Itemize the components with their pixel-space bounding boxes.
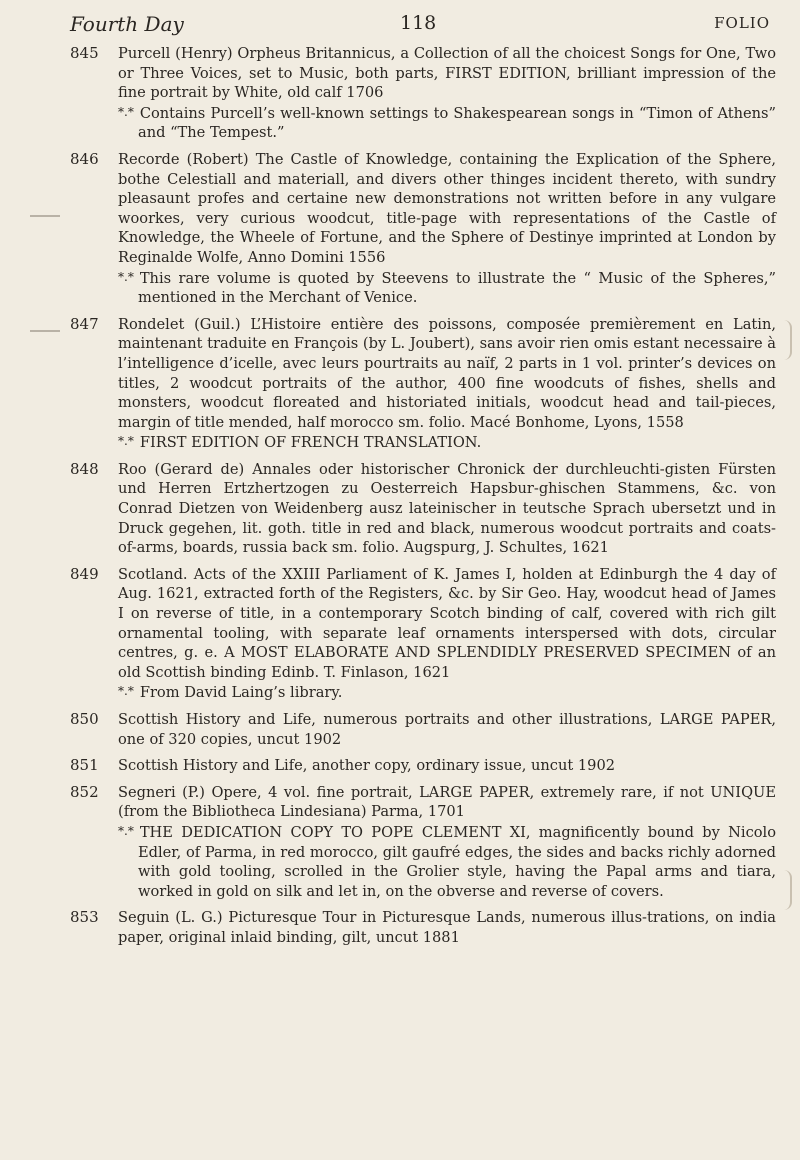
lot-number: 846	[70, 149, 99, 168]
catalogue-entry	[70, 710, 776, 749]
running-head-day: Fourth Day	[70, 12, 184, 36]
note-marker: *.*	[118, 269, 134, 284]
catalogue-entry	[70, 908, 776, 947]
catalogue-entry	[70, 44, 776, 143]
margin-pencil-mark	[30, 330, 60, 332]
lot-note-text: THE DEDICATION COPY TO POPE CLEMENT XI, magnificently bound by Nicolo Edler, of Parma, in red morocco, gilt gaufré edges, the sides and backs richly adorned with gold tooling, scrolled in the Grolier style, having the Papal arms and tiara, worked in gold on silk and let in, on the obverse and reverse of covers.	[138, 823, 776, 900]
lot-description: Roo (Gerard de) Annales oder historischer Chronick der durchleuchti-gisten Fürsten und Herren Ertzhertzogen zu Oesterreich Hapsbur-ghischen Stammens, &c. von Conrad Dietzen von Weidenberg ausz lateinischer in teutsche Sprach ubersetzt und in Druck gegehen, lit. goth. title in red and black, numerous woodcut portraits and coats-of-arms, boards, russia back sm. folio. Augspurg, J. Schultes, 1621	[118, 460, 776, 557]
lot-note	[118, 822, 776, 901]
lot-note-text: FIRST EDITION OF FRENCH TRANSLATION.	[139, 434, 482, 452]
lot-note	[118, 268, 776, 308]
lot-number: 852	[70, 782, 99, 801]
note-marker: *.*	[118, 684, 134, 699]
lot-description: Seguin (L. G.) Picturesque Tour in Picturesque Lands, numerous illus-trations, on india paper, original inlaid binding, gilt, uncut 1881	[118, 909, 776, 946]
lot-number: 848	[70, 459, 99, 478]
lot-description: Recorde (Robert) The Castle of Knowledge, containing the Explication of the Sphere, bothe Celestiall and materiall, and divers other thinges incident thereto, with sundry pleasaunt profes and certaine new demonstrations not written before in any vulgare woorkes, very curious woodcut, title-page with representations of the Castle of Knowledge, the Wheele of Fortune, and the Sphere of Destinye imprinted at London by Reginalde Wolfe, Anno Domini 1556	[118, 150, 776, 266]
catalogue-entry	[70, 460, 776, 558]
catalogue-entry	[70, 150, 776, 308]
page-edge-mark	[782, 320, 792, 360]
lot-number: 853	[70, 908, 99, 927]
lot-note	[118, 103, 776, 143]
lot-note-text: From David Laing’s library.	[139, 684, 343, 702]
lot-number: 851	[70, 756, 99, 775]
catalogue-entry	[70, 315, 776, 453]
lot-description: Scottish History and Life, numerous portraits and other illustrations, LARGE PAPER, one of 320 copies, uncut 1902	[118, 711, 776, 748]
catalogue-entry	[70, 565, 776, 703]
page-header	[70, 12, 770, 40]
lot-description: Rondelet (Guil.) L’Histoire entière des poissons, composée premièrement en Latin, maintenant traduite en François (by L. Joubert), sans avoir rien omis estant necessaire à l’intelligence d’icelle, avec leurs pourtraits au naïf, 2 parts in 1 vol. printer’s devices on titles, 2 woodcut portraits of the author, 400 fine woodcuts of fishes, shells and monsters, woodcut floreated and historiated initials, woodcut head and tail-pieces, margin of title mended, half morocco sm. folio. Macé Bonhome, Lyons, 1558	[118, 315, 776, 431]
lot-number: 845	[70, 44, 99, 62]
margin-pencil-mark	[30, 215, 60, 217]
page-number: 118	[400, 12, 437, 34]
lot-number: 850	[70, 710, 99, 728]
note-marker: *.*	[118, 104, 134, 119]
page-edge-mark	[782, 870, 792, 910]
lot-description: Purcell (Henry) Orpheus Britannicus, a Collection of all the choicest Songs for One, Two or Three Voices, set to Music, both parts, FIRST EDITION, brilliant impression of the fine portrait by White, old calf 1706	[118, 45, 776, 102]
lot-note-text: This rare volume is quoted by Steevens to illustrate the “ Music of the Spheres,” mentioned in the Merchant of Venice.	[138, 269, 776, 307]
catalogue-entries	[70, 44, 776, 955]
note-marker: *.*	[118, 823, 134, 838]
note-marker: *.*	[118, 434, 134, 449]
format-label: FOLIO	[714, 14, 770, 32]
lot-description: Scottish History and Life, another copy, ordinary issue, uncut 1902	[118, 757, 616, 775]
catalogue-entry	[70, 783, 776, 902]
lot-number: 847	[70, 314, 99, 333]
lot-note	[118, 682, 776, 703]
lot-number: 849	[70, 564, 99, 583]
catalogue-entry	[70, 756, 776, 776]
lot-description: Segneri (P.) Opere, 4 vol. fine portrait, LARGE PAPER, extremely rare, if not UNIQUE (from the Bibliotheca Lindesiana) Parma, 1701	[118, 783, 776, 821]
lot-note	[118, 432, 776, 453]
lot-description: Scotland. Acts of the XXIII Parliament of K. James I, holden at Edinburgh the 4 day of Aug. 1621, extracted forth of the Registers, &c. by Sir Geo. Hay, woodcut head of James I on reverse of title, in a contemporary Scotch binding of calf, covered with rich gilt ornamental tooling, with separate leaf ornaments interspersed with dots, circular centres, g. e. A MOST ELABORATE AND SPLENDIDLY PRESERVED SPECIMEN of an old Scottish binding Edinb. T. Finlason, 1621	[118, 565, 776, 681]
lot-note-text: Contains Purcell’s well-known settings to Shakespearean songs in “Timon of Athens” and “The Tempest.”	[138, 104, 776, 142]
